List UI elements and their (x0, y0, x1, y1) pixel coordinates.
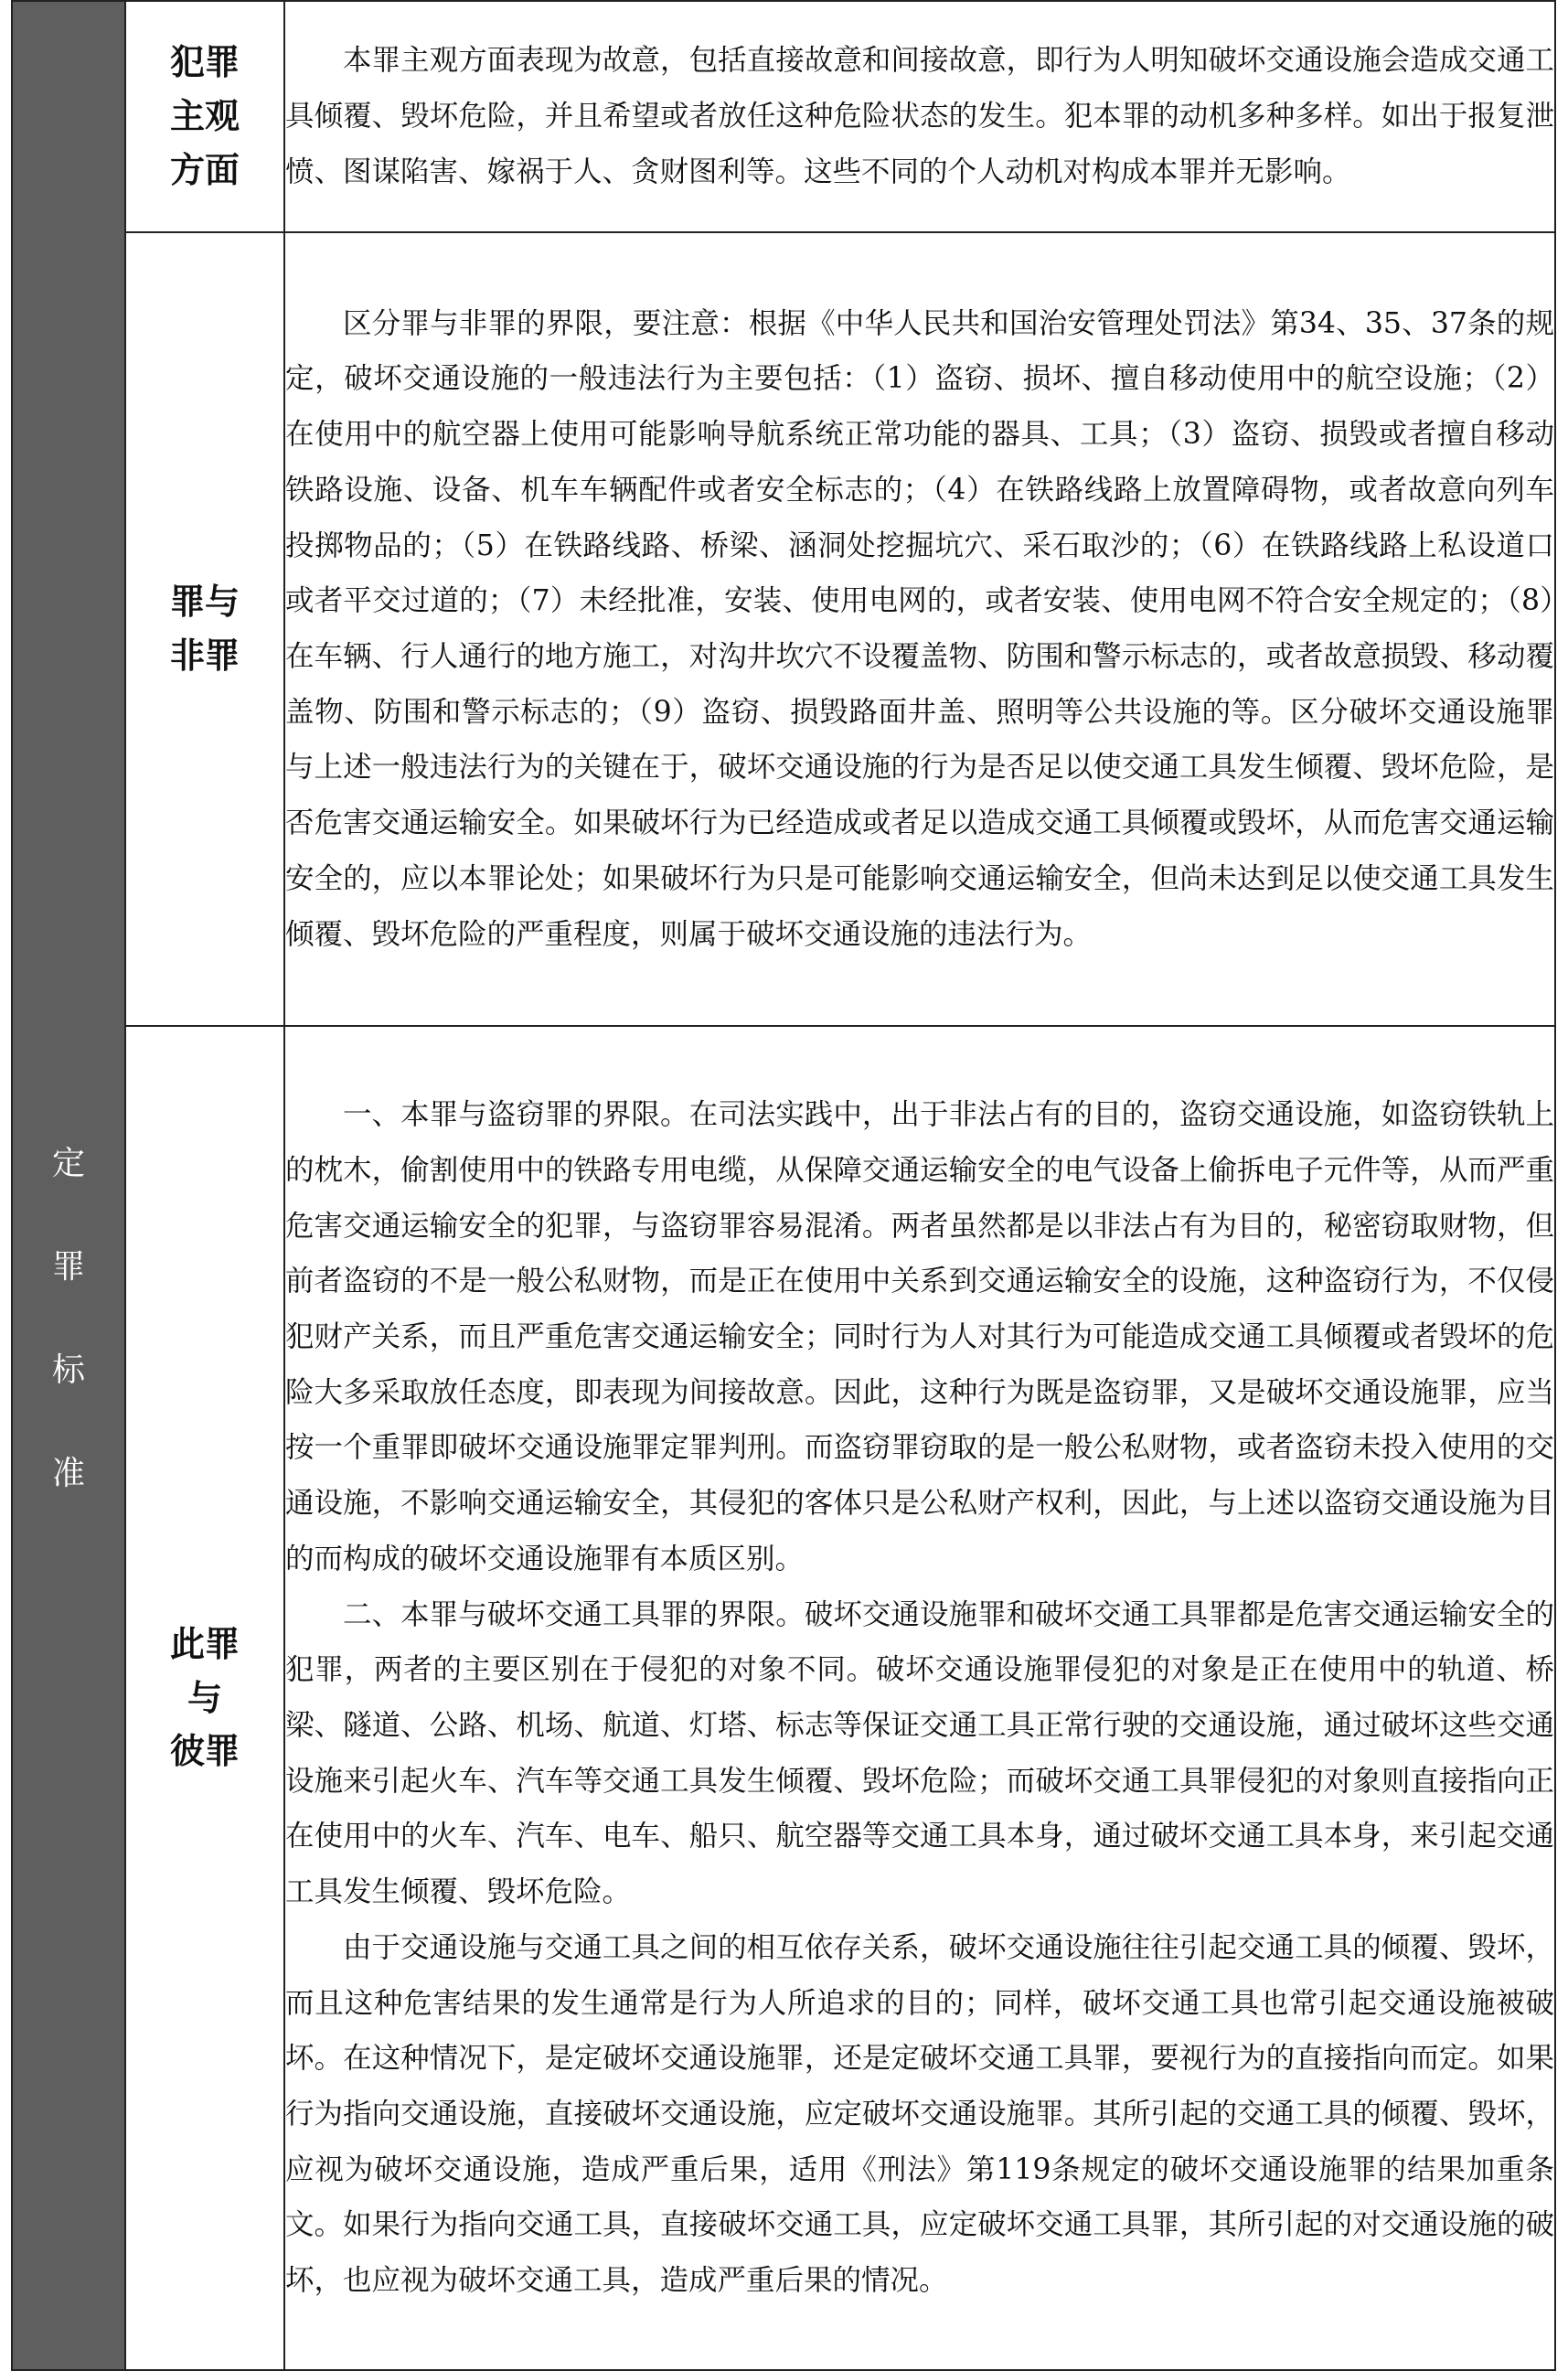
side-char: 标 (51, 1351, 85, 1389)
row-content-cell (284, 1, 1555, 232)
table-row-this-vs-other-crime (12, 1026, 1555, 2370)
row-label-line: 此罪 (169, 1623, 240, 1664)
row-content-cell (284, 232, 1555, 1026)
side-char: 定 (51, 1145, 85, 1182)
table-row-crime-vs-noncrime (12, 232, 1555, 1026)
side-header-cell (12, 1, 125, 2370)
row-label-line: 主观 (169, 96, 240, 137)
row-label-line: 犯罪 (169, 42, 240, 83)
side-char: 罪 (51, 1248, 85, 1286)
row-label-line: 彼罪 (169, 1731, 240, 1772)
row-label-line: 与 (187, 1677, 222, 1718)
paragraph: 一、本罪与盗窃罪的界限。在司法实践中，出于非法占有的目的，盗窃交通设施，如盗窃铁轨上的枕木，偷割使用中的铁路专用电缆，从保障交通运输安全的电气设备上偷拆电子元件等，从而严重危害交通运输安全的犯罪，与盗窃罪容易混淆。两者虽然都是以非法占有为目的，秘密窃取财物，但前者盗窃的不是一般公私财物，而是正在使用中关系到交通运输安全的设施，这种盗窃行为，不仅侵犯财产关系，而且严重危害交通运输安全；同时行为人对其行为可能造成交通工具倾覆或者毁坏的危险大多采取放任态度，即表现为间接故意。因此，这种行为既是盗窃罪，又是破坏交通设施罪，应当按一个重罪即破坏交通设施罪定罪判刑。而盗窃罪窃取的是一般公私财物，或者盗窃未投入使用的交通设施，不影响交通运输安全，其侵犯的客体只是公私财产权利，因此，与上述以盗窃交通设施为目的而构成的破坏交通设施罪有本质区别。 (285, 1098, 1554, 1575)
row-label-cell (125, 1, 284, 232)
paragraph: 本罪主观方面表现为故意，包括直接故意和间接故意，即行为人明知破坏交通设施会造成交通工具倾覆、毁坏危险，并且希望或者放任这种危险状态的发生。犯本罪的动机多种多样。如出于报复泄愤、图谋陷害、嫁祸于人、贪财图利等。这些不同的个人动机对构成本罪并无影响。 (285, 44, 1554, 188)
side-char: 准 (51, 1455, 85, 1492)
paragraph: 区分罪与非罪的界限，要注意：根据《中华人民共和国治安管理处罚法》第34、35、37条的规定，破坏交通设施的一般违法行为主要包括：（1）盗窃、损坏、擅自移动使用中的航空设施；（2）在使用中的航空器上使用可能影响导航系统正常功能的器具、工具；（3）盗窃、损毁或者擅自移动铁路设施、设备、机车车辆配件或者安全标志的；（4）在铁路线路上放置障碍物，或者故意向列车投掷物品的；（5）在铁路线路、桥梁、涵洞处挖掘坑穴、采石取沙的；（6）在铁路线路上私设道口或者平交过道的；（7）未经批准，安装、使用电网的，或者安装、使用电网不符合安全规定的；（8）在车辆、行人通行的地方施工，对沟井坎穴不设覆盖物、防围和警示标志的，或者故意损毁、移动覆盖物、防围和警示标志的；（9）盗窃、损毁路面井盖、照明等公共设施的等。区分破坏交通设施罪与上述一般违法行为的关键在于，破坏交通设施的行为是否足以使交通工具发生倾覆、毁坏危险，是否危害交通运输安全。如果破坏行为已经造成或者足以造成交通工具倾覆或毁坏，从而危害交通运输安全的，应以本罪论处；如果破坏行为只是可能影响交通运输安全，但尚未达到足以使交通工具发生倾覆、毁坏危险的严重程度，则属于破坏交通设施的违法行为。 (285, 306, 1554, 951)
row-label-cell (125, 1026, 284, 2370)
row-label-line: 罪与 (169, 582, 240, 623)
row-label-line: 非罪 (169, 635, 240, 676)
row-label-cell (125, 232, 284, 1026)
paragraph: 二、本罪与破坏交通工具罪的界限。破坏交通设施罪和破坏交通工具罪都是危害交通运输安全的犯罪，两者的主要区别在于侵犯的对象不同。破坏交通设施罪侵犯的对象是正在使用中的轨道、桥梁、隧道、公路、机场、航道、灯塔、标志等保证交通工具正常行驶的交通设施，通过破坏这些交通设施来引起火车、汽车等交通工具发生倾覆、毁坏危险；而破坏交通工具罪侵犯的对象则直接指向正在使用中的火车、汽车、电车、船只、航空器等交通工具本身，通过破坏交通工具本身，来引起交通工具发生倾覆、毁坏危险。 (285, 1597, 1554, 1909)
row-content-cell (284, 1026, 1555, 2370)
row-label-line: 方面 (169, 149, 240, 190)
criteria-table (11, 0, 1556, 2371)
table-row-subjective (12, 1, 1555, 232)
paragraph: 由于交通设施与交通工具之间的相互依存关系，破坏交通设施往往引起交通工具的倾覆、毁坏，而且这种危害结果的发生通常是行为人所追求的目的；同样，破坏交通工具也常引起交通设施被破坏。在这种情况下，是定破坏交通设施罪，还是定破坏交通工具罪，要视行为的直接指向而定。如果行为指向交通设施，直接破坏交通设施，应定破坏交通设施罪。其所引起的交通工具的倾覆、毁坏，应视为破坏交通设施，造成严重后果，适用《刑法》第119条规定的破坏交通设施罪的结果加重条文。如果行为指向交通工具，直接破坏交通工具，应定破坏交通工具罪，其所引起的对交通设施的破坏，也应视为破坏交通工具，造成严重后果的情况。 (285, 1930, 1554, 2298)
